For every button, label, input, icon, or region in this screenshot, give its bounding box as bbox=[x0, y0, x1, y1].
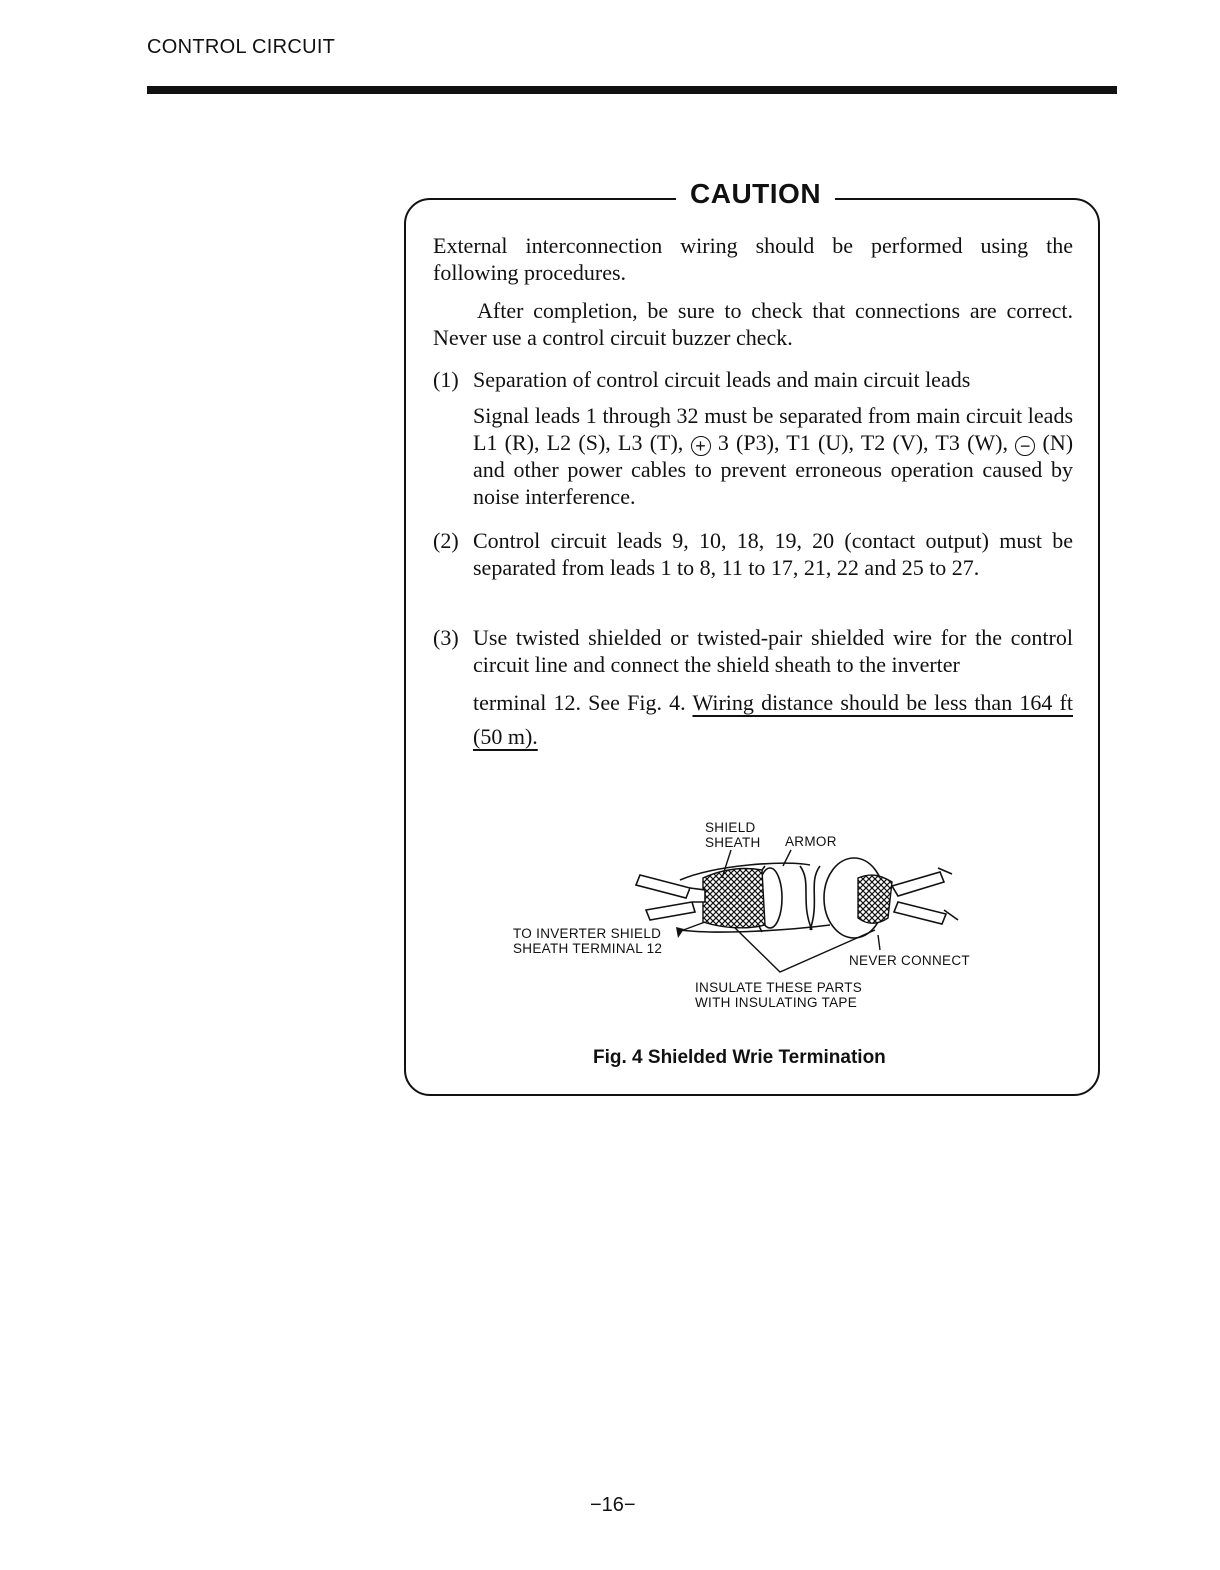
item-1-body bbox=[473, 402, 1073, 510]
label-insulate bbox=[695, 980, 862, 1010]
minus-terminal-icon: − bbox=[1015, 436, 1035, 456]
caution-paragraph-2: After completion, be sure to check that connections are correct. Never use a control circuit buzzer check. bbox=[433, 298, 1073, 350]
caution-title-wrap bbox=[676, 178, 835, 210]
item-1-number: (1) bbox=[433, 367, 459, 392]
label-to-inverter bbox=[513, 926, 662, 956]
item-1-heading: Separation of control circuit leads and main circuit leads bbox=[473, 367, 971, 392]
plus-terminal-icon: + bbox=[691, 436, 711, 456]
item-1-text-b: 3 (P3), T1 (U), T2 (V), T3 (W), bbox=[717, 430, 1008, 455]
label-shield-line1: SHIELD bbox=[705, 820, 756, 835]
page-number: −16− bbox=[590, 1494, 636, 1516]
item-1-text-c: (N) and other power cables to prevent erroneous operation caused by noise interference. bbox=[473, 430, 1074, 509]
item-2-body: Control circuit leads 9, 10, 18, 19, 20 (contact output) must be separated from leads 1 to 8, 11 to 17, 21, 22 and 25 to 27. bbox=[473, 528, 1073, 580]
header-rule bbox=[147, 86, 1117, 94]
caution-paragraph-1: External interconnection wiring should be performed using the following procedures. bbox=[433, 233, 1073, 285]
sheath-terminal-icon bbox=[676, 927, 684, 938]
label-insulate-line1: INSULATE THESE PARTS bbox=[695, 980, 863, 995]
item-3-body: Use twisted shielded or twisted-pair shielded wire for the control circuit line and connect the shield sheath to the inverter bbox=[473, 625, 1073, 677]
page-header-title: CONTROL CIRCUIT bbox=[147, 36, 336, 58]
item-3-number: (3) bbox=[433, 625, 459, 650]
label-shield-sheath bbox=[705, 820, 761, 850]
item-2-number: (2) bbox=[433, 528, 459, 553]
label-to-inverter-line2: SHEATH TERMINAL 12 bbox=[513, 941, 663, 956]
caution-title: CAUTION bbox=[690, 178, 822, 209]
item-3-body-cont bbox=[473, 686, 1073, 754]
shield-mesh bbox=[703, 869, 892, 928]
label-insulate-line2: WITH INSULATING TAPE bbox=[695, 995, 858, 1010]
inner-conductors bbox=[636, 868, 958, 924]
label-armor: ARMOR bbox=[785, 834, 837, 849]
item-1-text-a: Signal leads 1 through 32 must be separated from main circuit leads L1 (R), L2 (S), L3 (T), bbox=[473, 403, 1073, 455]
label-sheath-line2: SHEATH bbox=[705, 835, 761, 850]
figure-caption: Fig. 4 Shielded Wrie Termination bbox=[593, 1047, 886, 1068]
wiring-distance-note: Wiring distance should be less than 164 ft (50 m). bbox=[473, 690, 1073, 749]
label-never-connect: NEVER CONNECT bbox=[849, 953, 970, 968]
label-to-inverter-line1: TO INVERTER SHIELD bbox=[513, 926, 662, 941]
item-3-text-cont: terminal 12. See Fig. 4. bbox=[473, 690, 686, 715]
